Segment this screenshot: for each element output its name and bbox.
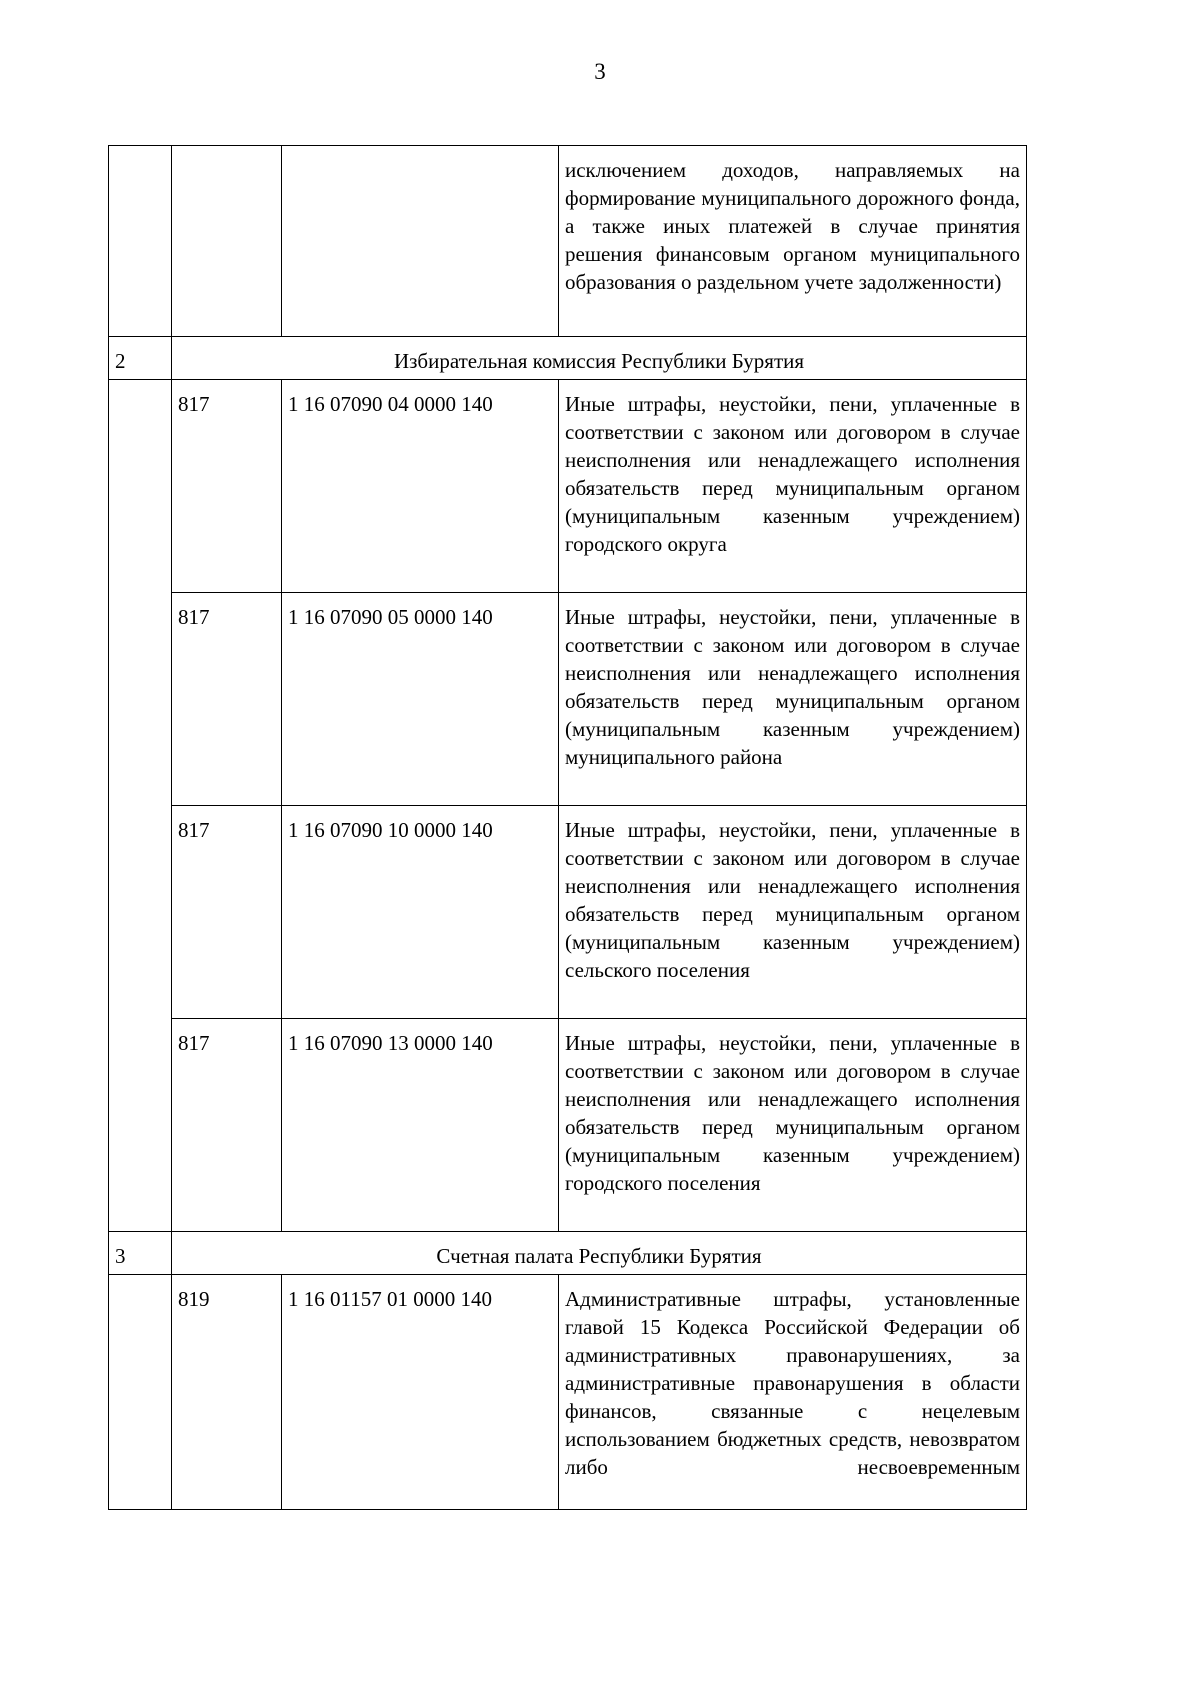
cell-admin: 817 bbox=[172, 593, 282, 806]
section-title: Счетная палата Республики Бурятия bbox=[172, 1232, 1027, 1275]
cell-code: 1 16 07090 05 0000 140 bbox=[282, 593, 559, 806]
cell-num bbox=[109, 146, 172, 337]
cell-description: Иные штрафы, неустойки, пени, уплаченные в соответствии с законом или договором в случае неисполнения или ненадлежащего исполнения обязательств перед муниципальным органом (муниципальным казенным учреждением) городского поселения bbox=[559, 1019, 1027, 1232]
cell-code bbox=[282, 146, 559, 337]
cell-num bbox=[109, 380, 172, 1232]
cell-description: Иные штрафы, неустойки, пени, уплаченные в соответствии с законом или договором в случае неисполнения или ненадлежащего исполнения обязательств перед муниципальным органом (муниципальным казенным учреждением) сельского поселения bbox=[559, 806, 1027, 1019]
cell-code: 1 16 07090 13 0000 140 bbox=[282, 1019, 559, 1232]
table-row-continuation bbox=[109, 146, 1027, 337]
cell-code: 1 16 01157 01 0000 140 bbox=[282, 1275, 559, 1510]
section-number: 3 bbox=[109, 1232, 172, 1275]
table-row bbox=[109, 806, 1027, 1019]
cell-num bbox=[109, 1275, 172, 1510]
section-title: Избирательная комиссия Республики Бурятия bbox=[172, 337, 1027, 380]
cell-description: Иные штрафы, неустойки, пени, уплаченные в соответствии с законом или договором в случае неисполнения или ненадлежащего исполнения обязательств перед муниципальным органом (муниципальным казенным учреждением) городского округа bbox=[559, 380, 1027, 593]
cell-description: Иные штрафы, неустойки, пени, уплаченные в соответствии с законом или договором в случае неисполнения или ненадлежащего исполнения обязательств перед муниципальным органом (муниципальным казенным учреждением) муниципального района bbox=[559, 593, 1027, 806]
cell-admin: 817 bbox=[172, 380, 282, 593]
table-row bbox=[109, 593, 1027, 806]
cell-description: исключением доходов, направляемых на формирование муниципального дорожного фонда, а также иных платежей в случае принятия решения финансовым органом муниципального образования о раздельном учете задолженности) bbox=[559, 146, 1027, 337]
cell-admin: 819 bbox=[172, 1275, 282, 1510]
table-row bbox=[109, 1019, 1027, 1232]
table-row bbox=[109, 1275, 1027, 1510]
cell-admin bbox=[172, 146, 282, 337]
cell-code: 1 16 07090 10 0000 140 bbox=[282, 806, 559, 1019]
section-header-row bbox=[109, 1232, 1027, 1275]
cell-code: 1 16 07090 04 0000 140 bbox=[282, 380, 559, 593]
section-header-row bbox=[109, 337, 1027, 380]
cell-admin: 817 bbox=[172, 806, 282, 1019]
table-row bbox=[109, 380, 1027, 593]
page-number: 3 bbox=[594, 59, 606, 84]
cell-admin: 817 bbox=[172, 1019, 282, 1232]
cell-description: Административные штрафы, установленные главой 15 Кодекса Российской Федерации об административных правонарушениях, за административные правонарушения в области финансов, связанные с нецелевым использованием бюджетных средств, невозвратом либо несвоевременным bbox=[559, 1275, 1027, 1510]
section-number: 2 bbox=[109, 337, 172, 380]
revenue-codes-table bbox=[108, 145, 1027, 1510]
